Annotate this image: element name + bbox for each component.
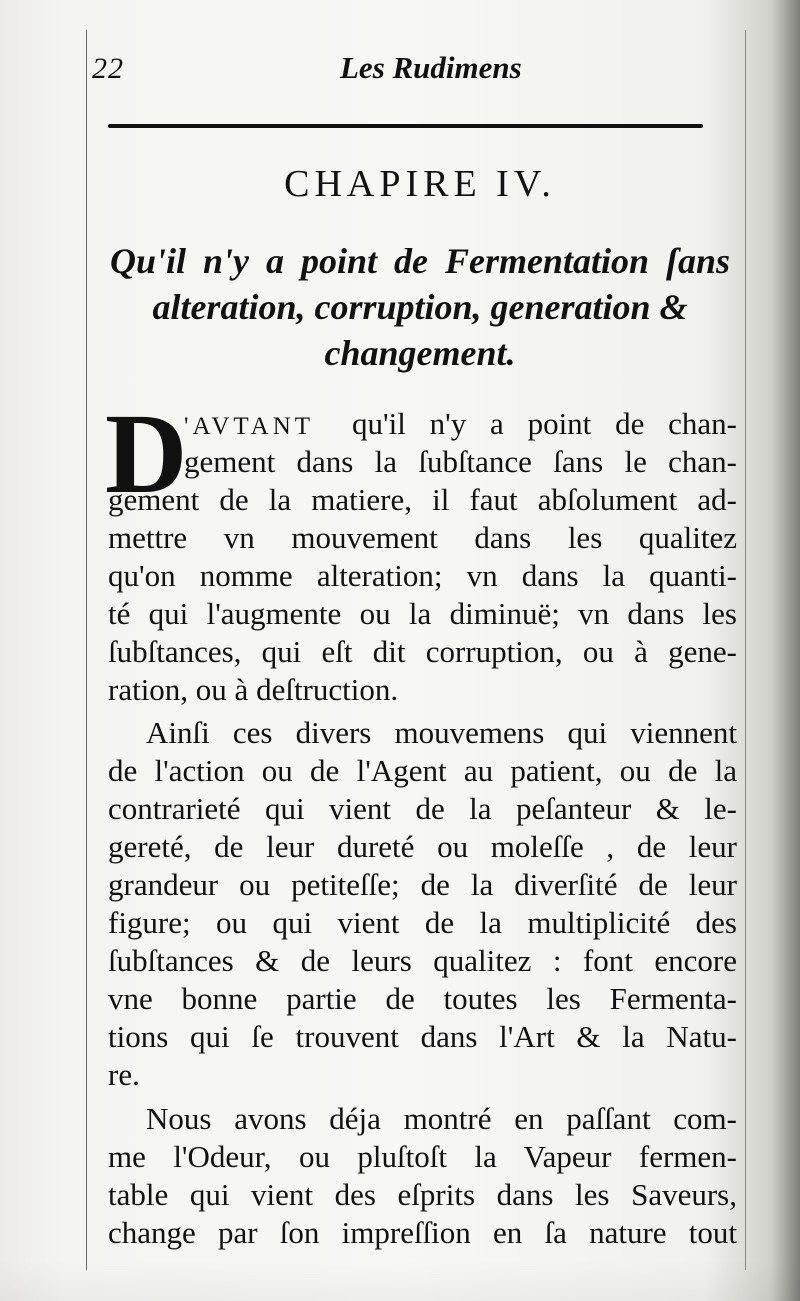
header-rule	[108, 124, 703, 128]
opening-smallcaps	[184, 405, 314, 446]
body-line: re.	[108, 1057, 140, 1092]
body-line: vne bonne partie de toutes les Fermenta-	[108, 981, 737, 1016]
body-line: Nous avons déja montré en paſſant com-	[146, 1101, 737, 1136]
body-line: grandeur ou petiteſſe; de la diverſité de leur	[108, 867, 737, 902]
body-line: mettre vn mouvement dans les qualitez	[108, 520, 737, 555]
body-line: té qui l'augmente ou la diminuë; vn dans les	[108, 596, 737, 631]
page-number: 22	[92, 52, 124, 85]
body-line: ration, ou à deſtruction.	[108, 672, 399, 707]
chapter-title-line: alteration, corruption, generation &	[152, 287, 688, 327]
body-line: gereté, de leur dureté ou moleſſe , de leur	[108, 829, 737, 864]
body-line: ſubſtances, qui eſt dit corruption, ou à gene-	[108, 634, 737, 669]
body-line: qu'il n'y a point de chan-	[352, 406, 737, 441]
body-line: change par ſon impreſſion en ſa nature tout	[108, 1215, 737, 1250]
body-line: qu'on nomme alteration; vn dans la quanti-	[108, 558, 737, 593]
body-line: ſubſtances & de leurs qualitez : font encore	[108, 943, 737, 978]
body-line: Ainſi ces divers mouvemens qui viennent	[146, 715, 737, 750]
body-line: tions qui ſe trouvent dans l'Art & la Natu-	[108, 1019, 737, 1054]
body-line: gement de la matiere, il faut abſolument ad-	[108, 482, 737, 517]
chapter-heading: CHAPIRE IV.	[284, 163, 556, 205]
body-line: de l'action ou de l'Agent au patient, ou de la	[108, 753, 737, 788]
page-frame-left-line	[86, 30, 87, 1270]
page-bottom-shadow	[0, 1260, 800, 1301]
opening-word: 'AVTANT	[184, 413, 315, 440]
body-line: gement dans la ſubſtance ſans le chan-	[184, 444, 737, 479]
drop-cap: D	[105, 390, 188, 517]
page-edge-shadow	[772, 0, 800, 1301]
body-line: me l'Odeur, ou pluſtoſt la Vapeur fermen-	[108, 1139, 737, 1174]
chapter-title-line: changement.	[324, 333, 516, 373]
body-line: contrarieté qui vient de la peſanteur & le-	[108, 791, 737, 826]
chapter-title-line: Qu'il n'y a point de Fermentation ſans	[110, 241, 730, 281]
body-line: table qui vient des eſprits dans les Saveurs,	[108, 1177, 737, 1212]
body-line: figure; ou qui vient de la multiplicité des	[108, 905, 737, 940]
page-frame-right-line	[745, 30, 746, 1270]
running-head: Les Rudimens	[340, 50, 522, 85]
